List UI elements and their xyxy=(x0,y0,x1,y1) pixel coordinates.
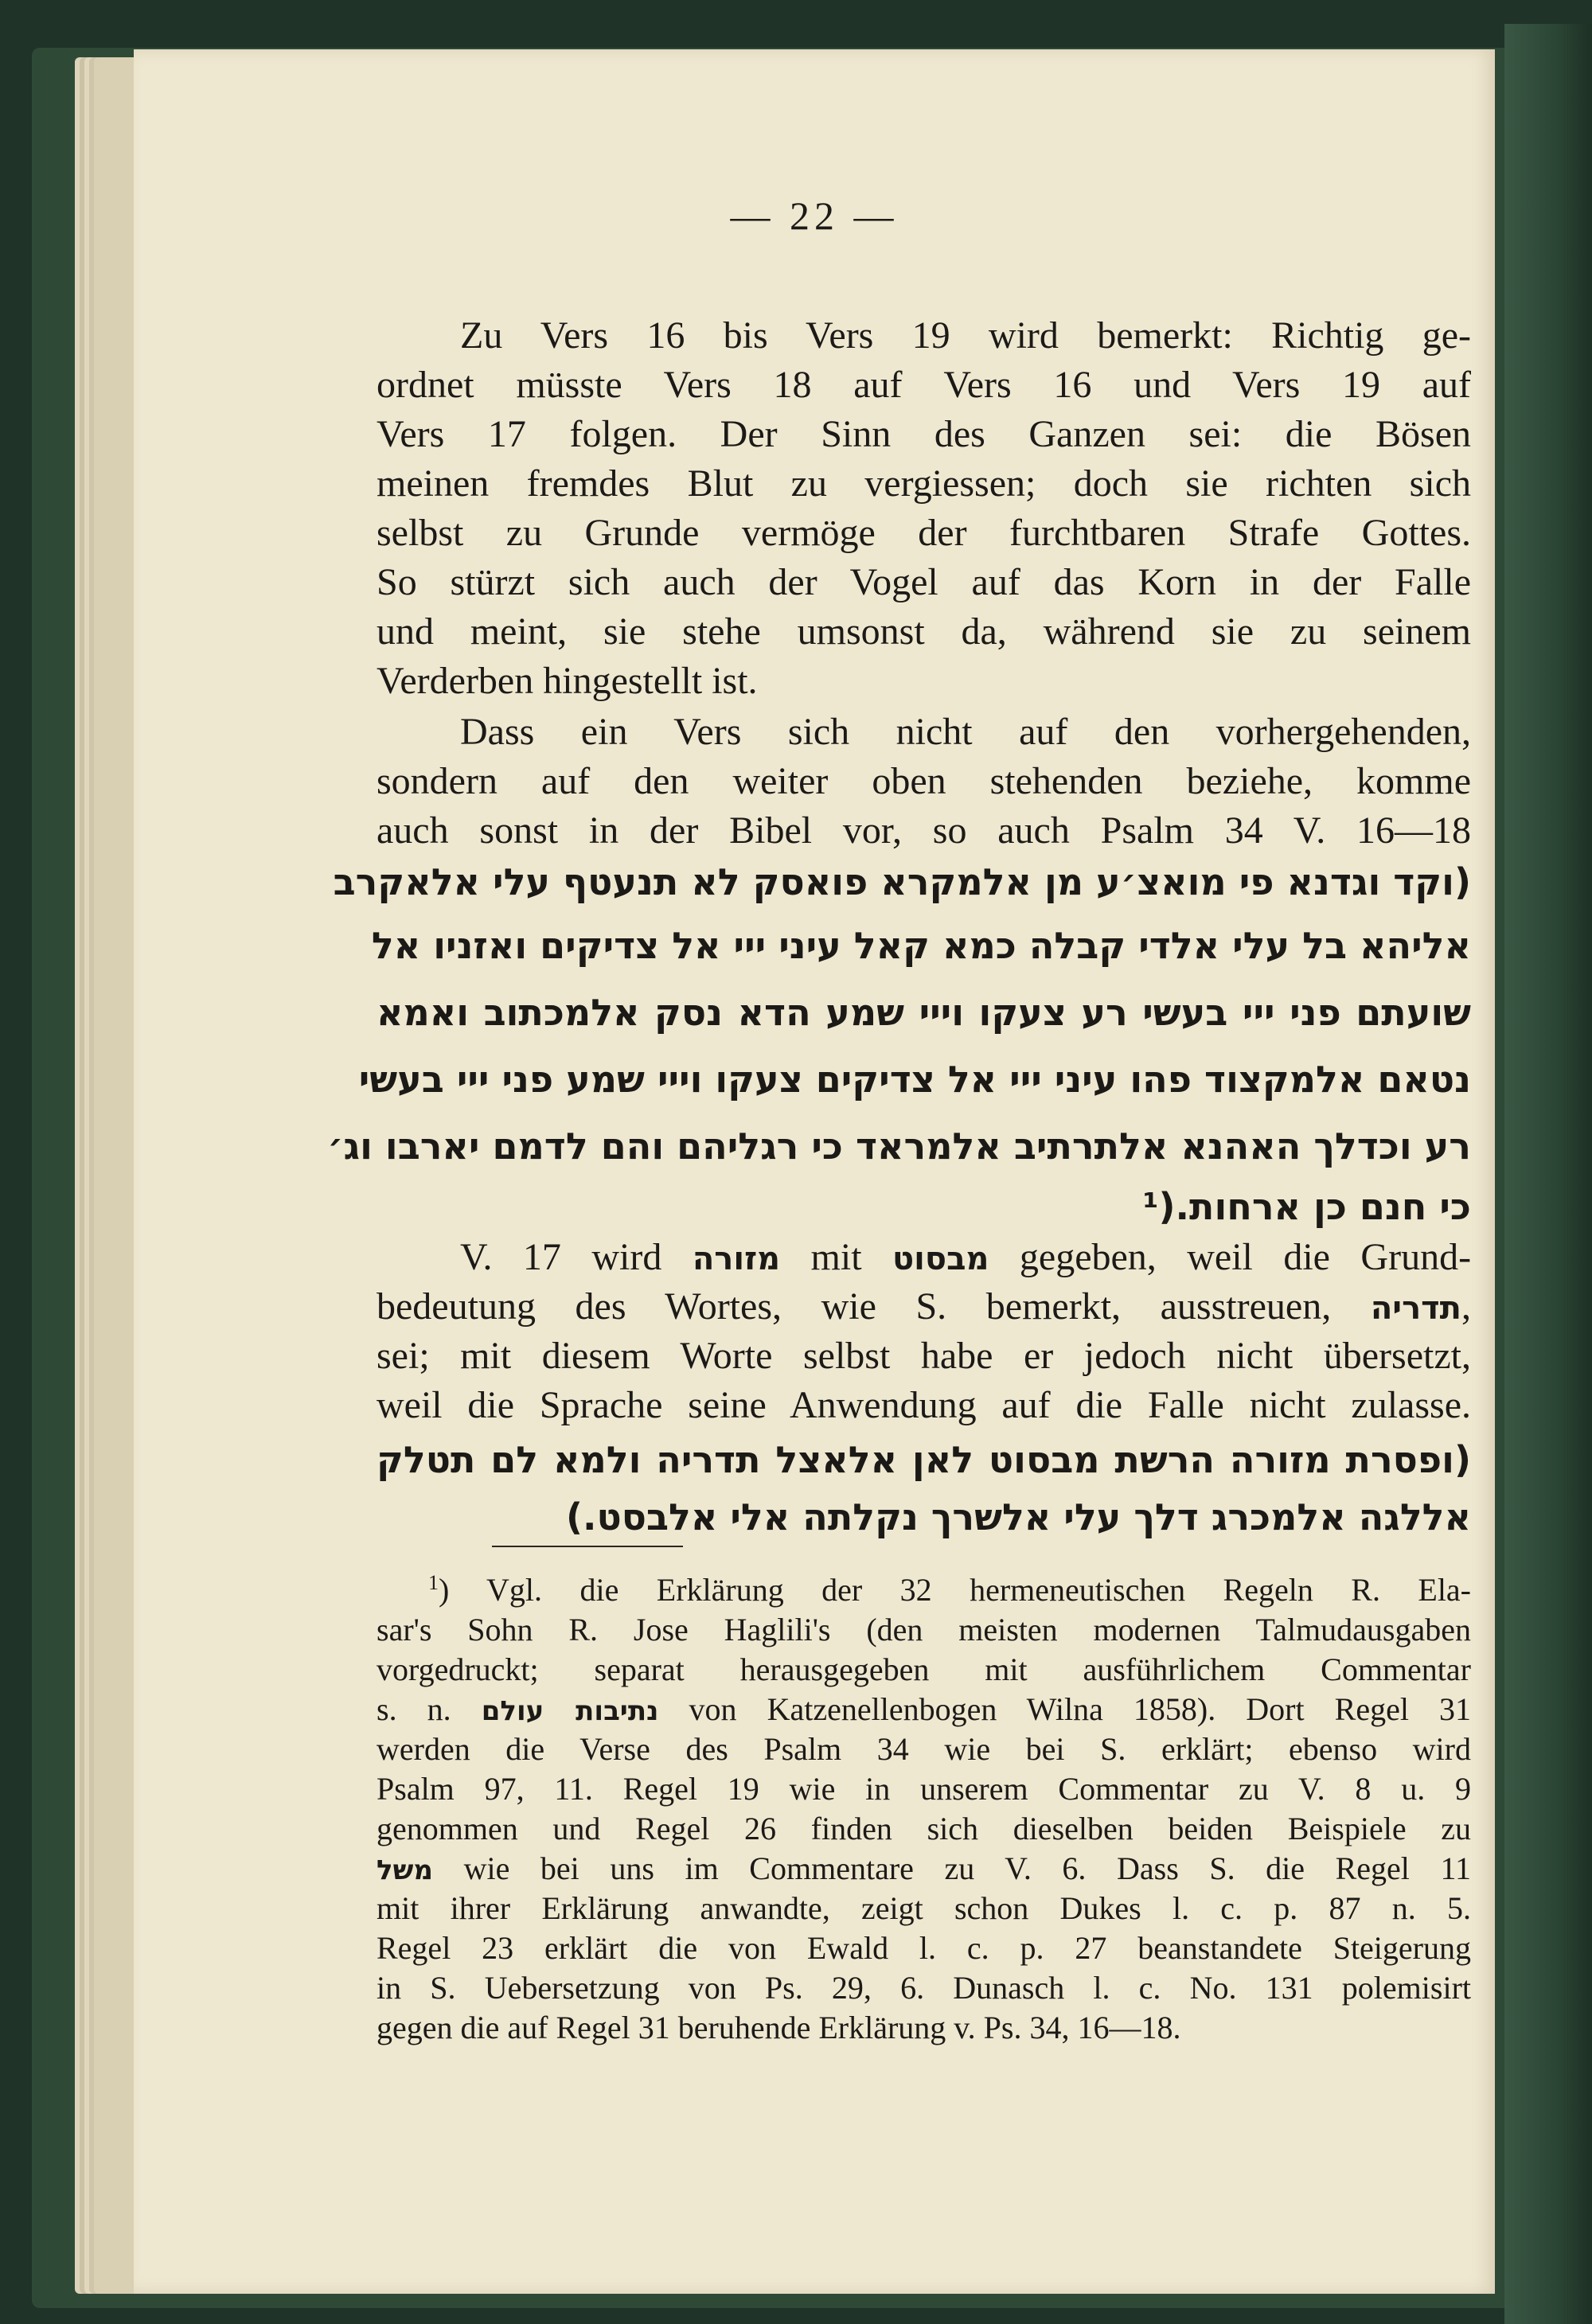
hebrew-line: נטאם אלמקצוד פהו עיני ייי אל צדיקים צעקו וייי שמע פני ייי בעשי xyxy=(358,1058,1471,1101)
footnote-line: vorgedruckt; separat herausgegeben mit ausführlichem Commentar xyxy=(377,1651,1471,1687)
footnote-line: sar's Sohn R. Jose Haglili's (den meisten modernen Talmudausgaben xyxy=(377,1612,1471,1647)
hebrew-line: אליהא בל עלי אלדי קבלה כמא קאל עיני ייי אל צדיקים ואזניו אל xyxy=(371,924,1471,967)
body-line: selbst zu Grunde vermöge der furchtbaren Strafe Gottes. xyxy=(377,512,1471,554)
book-spine xyxy=(1504,24,1592,2324)
hebrew-word: מזורה xyxy=(692,1241,781,1277)
body-line xyxy=(377,1283,1471,1332)
text-run: gegeben, weil die Grund- xyxy=(1019,1236,1472,1278)
body-line: So stürzt sich auch der Vogel auf das Korn in der Falle xyxy=(377,561,1471,603)
footnote-line xyxy=(428,1571,1471,1609)
hebrew-word: משל xyxy=(377,1854,433,1886)
body-line: auch sonst in der Bibel vor, so auch Psalm 34 V. 16—18 xyxy=(377,809,1471,852)
footnote-line: Regel 23 erklärt die von Ewald l. c. p. 27 beanstandete Steigerung xyxy=(377,1930,1471,1966)
hebrew-word: נתיבות עולם xyxy=(481,1695,659,1727)
text-run: , xyxy=(1461,1285,1472,1328)
text-run: V. 17 wird xyxy=(460,1236,662,1278)
hebrew-line: אללגה אלמכרג דלך עלי אלשרך נקלתה אלי אלבסט.) xyxy=(565,1495,1471,1538)
text-run: s. n. xyxy=(377,1691,451,1727)
text-run: von Katzenellenbogen Wilna 1858). Dort Regel 31 xyxy=(689,1691,1472,1727)
body-line xyxy=(460,1234,1471,1283)
hebrew-line: רע וכדלך האהנא אלתרתיב אלמראד כי רגליהם והם לדמם יארבו וג׳ xyxy=(327,1125,1471,1168)
body-line: Vers 17 folgen. Der Sinn des Ganzen sei: die Bösen xyxy=(377,413,1471,455)
footnote-line xyxy=(377,1690,1471,1730)
footnote-line: gegen die auf Regel 31 beruhende Erklärung v. Ps. 34, 16—18. xyxy=(377,2010,1181,2045)
body-line: meinen fremdes Blut zu vergiessen; doch sie richten sich xyxy=(377,462,1471,505)
hebrew-line: שועתם פני ייי בעשי רע צעקו וייי שמע הדא נסק אלמכתוב ואמא xyxy=(377,991,1471,1034)
footnote-line: genommen und Regel 26 finden sich dieselben beiden Beispiele zu xyxy=(377,1811,1471,1846)
page-number: — 22 — xyxy=(730,193,899,238)
footnote-line xyxy=(377,1850,1471,1889)
hebrew-line: (ופסרת מזורה הרשת מבסוט לאן אלאצל תדריה ולמא לם תטלק xyxy=(377,1438,1471,1481)
body-line: Dass ein Vers sich nicht auf den vorhergehenden, xyxy=(460,711,1471,753)
text-run: mit xyxy=(810,1236,862,1278)
footnote-marker: 1 xyxy=(428,1571,439,1594)
hebrew-word: מבסוט xyxy=(892,1241,989,1277)
body-line: Verderben hingestellt ist. xyxy=(377,660,758,702)
footnote-line: mit ihrer Erklärung anwandte, zeigt schon Dukes l. c. p. 87 n. 5. xyxy=(377,1890,1471,1926)
text-run: ) Vgl. die Erklärung der 32 hermeneutischen Regeln R. Ela- xyxy=(439,1572,1471,1608)
body-line: sondern auf den weiter oben stehenden beziehe, komme xyxy=(377,760,1471,802)
body-line: Zu Vers 16 bis Vers 19 wird bemerkt: Richtig ge- xyxy=(460,314,1471,357)
body-line: sei; mit diesem Worte selbst habe er jedoch nicht übersetzt, xyxy=(377,1335,1471,1377)
hebrew-line: כי חנם כן ארחות.(¹ xyxy=(1142,1185,1471,1228)
footnote-line: Psalm 97, 11. Regel 19 wie in unserem Commentar zu V. 8 u. 9 xyxy=(377,1771,1471,1807)
footnote-line: in S. Uebersetzung von Ps. 29, 6. Dunasch l. c. No. 131 polemisirt xyxy=(377,1970,1471,2006)
hebrew-line: (וקד וגדנא פי מואצ׳ע מן אלמקרא פואסק לא תנעטף עלי אלאקרב xyxy=(333,860,1471,903)
book-page xyxy=(134,49,1495,2294)
footnote-line: werden die Verse des Psalm 34 wie bei S. erklärt; ebenso wird xyxy=(377,1731,1471,1767)
hebrew-word: תדריה xyxy=(1370,1290,1462,1327)
body-line: ordnet müsste Vers 18 auf Vers 16 und Vers 19 auf xyxy=(377,364,1471,406)
text-run: bedeutung des Wortes, wie S. bemerkt, ausstreuen, xyxy=(377,1285,1332,1328)
footnote-rule xyxy=(492,1546,683,1547)
text-run: wie bei uns im Commentare zu V. 6. Dass S. die Regel 11 xyxy=(463,1850,1472,1886)
body-line: und meint, sie stehe umsonst da, während sie zu seinem xyxy=(377,610,1471,653)
body-line: weil die Sprache seine Anwendung auf die Falle nicht zulasse. xyxy=(377,1384,1471,1426)
